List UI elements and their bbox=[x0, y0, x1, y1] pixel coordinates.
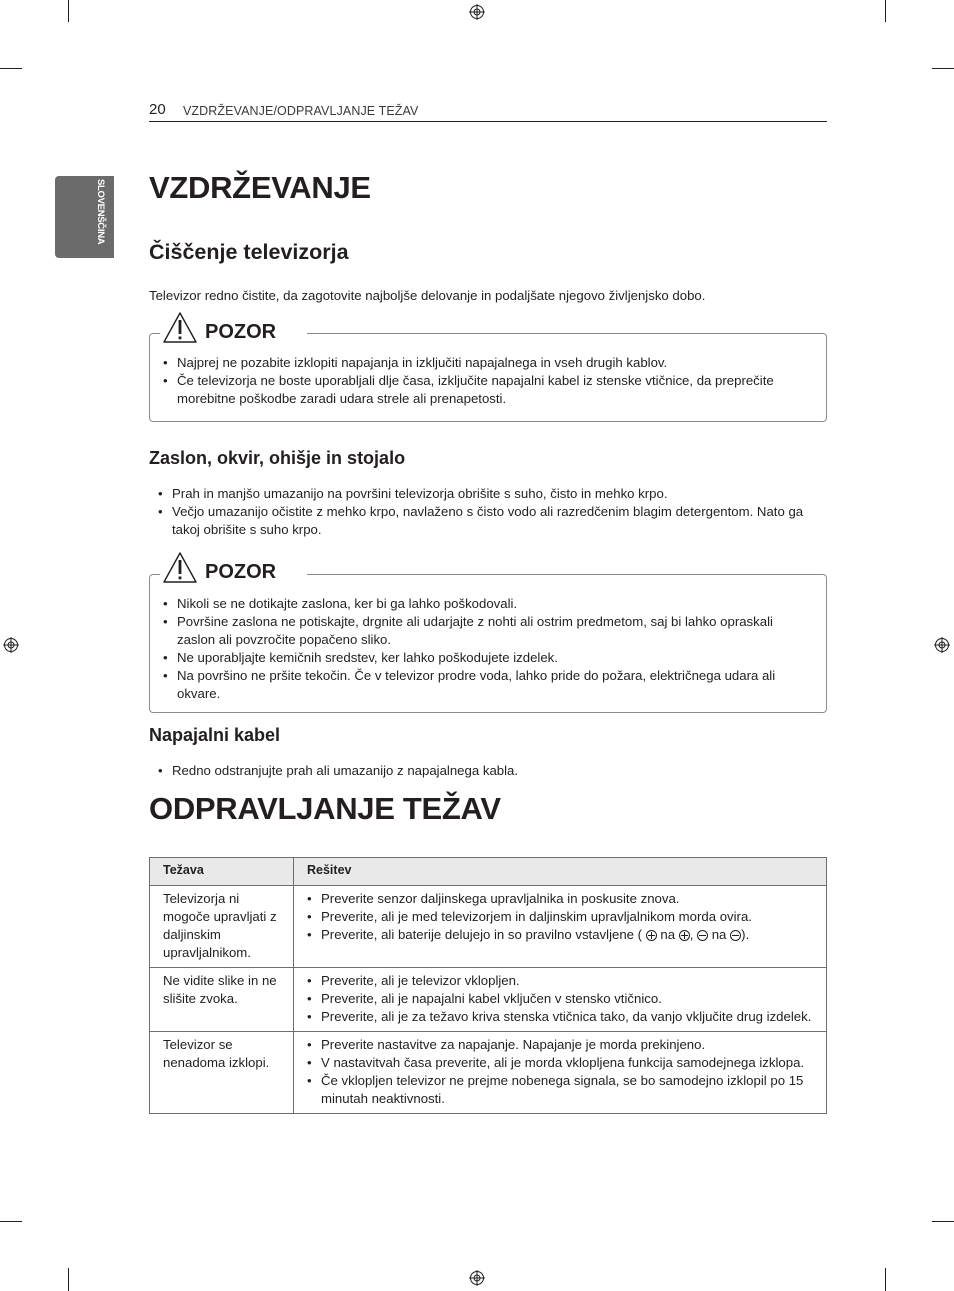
list-item: • Površine zaslona ne potiskajte, drgnite ali udarjajte z nohti ali ostrim predmetom, saj bi lahko opraskali zaslon ali povzročite popačeno sliko. bbox=[154, 613, 814, 649]
caution-label: POZOR bbox=[205, 561, 277, 583]
column-header-solution: Rešitev bbox=[294, 858, 827, 886]
registration-mark-icon bbox=[469, 1270, 485, 1286]
list-item: • Preverite nastavitve za napajanje. Napajanje je morda prekinjeno. bbox=[307, 1036, 813, 1054]
list-item: • Preverite, ali je med televizorjem in daljinskim upravljalnikom morda ovira. bbox=[307, 908, 813, 926]
troubleshooting-table bbox=[149, 857, 827, 1114]
crop-mark bbox=[885, 0, 886, 22]
battery-text: ). bbox=[741, 927, 750, 942]
cleaning-heading: Čiščenje televizorja bbox=[149, 240, 349, 264]
crop-mark bbox=[932, 1221, 954, 1222]
caution-header bbox=[160, 311, 307, 349]
page-number: 20 bbox=[149, 101, 166, 118]
troubleshooting-title: ODPRAVLJANJE TEŽAV bbox=[149, 791, 501, 826]
maintenance-title: VZDRŽEVANJE bbox=[149, 170, 371, 205]
solution-cell bbox=[294, 968, 827, 1032]
list-item: • Redno odstranjujte prah ali umazanijo z napajalnega kabla. bbox=[149, 762, 819, 780]
crop-mark bbox=[932, 68, 954, 69]
battery-text: na bbox=[708, 927, 731, 942]
list-item bbox=[307, 926, 813, 944]
warning-icon bbox=[162, 311, 198, 345]
list-item: • Preverite senzor daljinskega upravljalnika in poskusite znova. bbox=[307, 890, 813, 908]
list-item: • Prah in manjšo umazanijo na površini televizorja obrišite s suho, čisto in mehko krpo. bbox=[149, 485, 819, 503]
list-item: • Preverite, ali je televizor vklopljen. bbox=[307, 972, 813, 990]
list-item: • Nikoli se ne dotikajte zaslona, ker bi ga lahko poškodovali. bbox=[154, 595, 814, 613]
battery-text: na bbox=[656, 927, 679, 942]
header-rule bbox=[149, 121, 827, 122]
table-header-row bbox=[150, 858, 827, 886]
running-title: VZDRŽEVANJE/ODPRAVLJANJE TEŽAV bbox=[183, 104, 419, 118]
registration-mark-icon bbox=[934, 637, 950, 653]
language-tab-label: SLOVENŠČINA bbox=[95, 179, 106, 245]
battery-text: Preverite, ali baterije delujejo in so pravilno vstavljene ( bbox=[321, 927, 643, 942]
table-row bbox=[150, 1032, 827, 1114]
minus-terminal-icon bbox=[697, 930, 708, 941]
language-tab bbox=[55, 176, 114, 258]
solution-cell bbox=[294, 886, 827, 968]
minus-terminal-icon bbox=[730, 930, 741, 941]
list-item: • Na površino ne pršite tekočin. Če v televizor prodre voda, lahko pride do požara, električnega udara ali okvare. bbox=[154, 667, 814, 703]
problem-cell: Televizor se nenadoma izklopi. bbox=[150, 1032, 294, 1114]
registration-mark-icon bbox=[469, 4, 485, 20]
screen-heading: Zaslon, okvir, ohišje in stojalo bbox=[149, 448, 406, 468]
power-cable-list bbox=[149, 762, 819, 780]
warning-icon bbox=[162, 551, 198, 585]
table-row bbox=[150, 886, 827, 968]
column-header-problem: Težava bbox=[150, 858, 294, 886]
list-item: • Ne uporabljajte kemičnih sredstev, ker lahko poškodujete izdelek. bbox=[154, 649, 814, 667]
caution-box bbox=[149, 574, 827, 713]
battery-text: , bbox=[689, 927, 698, 942]
plus-terminal-icon bbox=[679, 930, 690, 941]
screen-list bbox=[149, 485, 819, 539]
list-item: • Če televizorja ne boste uporabljali dlje časa, izključite napajalni kabel iz stenske vtičnice, da preprečite morebitne poškodbe zaradi udara strele ali prenapetosti. bbox=[154, 372, 814, 408]
problem-cell: Ne vidite slike in ne slišite zvoka. bbox=[150, 968, 294, 1032]
list-item: • Preverite, ali je napajalni kabel vključen v stensko vtičnico. bbox=[307, 990, 813, 1008]
caution-list bbox=[154, 354, 814, 408]
caution-list bbox=[154, 595, 814, 703]
solution-cell bbox=[294, 1032, 827, 1114]
registration-mark-icon bbox=[3, 637, 19, 653]
list-item: • Preverite, ali je za težavo kriva stenska vtičnica tako, da vanjo vključite drug izdelek. bbox=[307, 1008, 813, 1026]
power-cable-heading: Napajalni kabel bbox=[149, 725, 281, 745]
crop-mark bbox=[885, 1268, 886, 1291]
cleaning-intro: Televizor redno čistite, da zagotovite najboljše delovanje in podaljšate njegovo življenjsko dobo. bbox=[149, 288, 706, 303]
list-item: • Najprej ne pozabite izklopiti napajanja in izključiti napajalnega in vseh drugih kablov. bbox=[154, 354, 814, 372]
crop-mark bbox=[68, 0, 69, 22]
list-item: • V nastavitvah časa preverite, ali je morda vklopljena funkcija samodejnega izklopa. bbox=[307, 1054, 813, 1072]
table-row bbox=[150, 968, 827, 1032]
crop-mark bbox=[0, 68, 22, 69]
caution-header bbox=[160, 551, 307, 589]
caution-label: POZOR bbox=[205, 321, 277, 343]
crop-mark bbox=[0, 1221, 22, 1222]
list-item: • Večjo umazanijo očistite z mehko krpo, navlaženo s čisto vodo ali razredčenim blagim detergentom. Nato ga takoj obrišite s suho krpo. bbox=[149, 503, 819, 539]
list-item: • Če vklopljen televizor ne prejme nobenega signala, se bo samodejno izklopil po 15 minutah neaktivnosti. bbox=[307, 1072, 813, 1108]
crop-mark bbox=[68, 1268, 69, 1291]
problem-cell: Televizorja ni mogoče upravljati z daljinskim upravljalnikom. bbox=[150, 886, 294, 968]
plus-terminal-icon bbox=[646, 930, 657, 941]
